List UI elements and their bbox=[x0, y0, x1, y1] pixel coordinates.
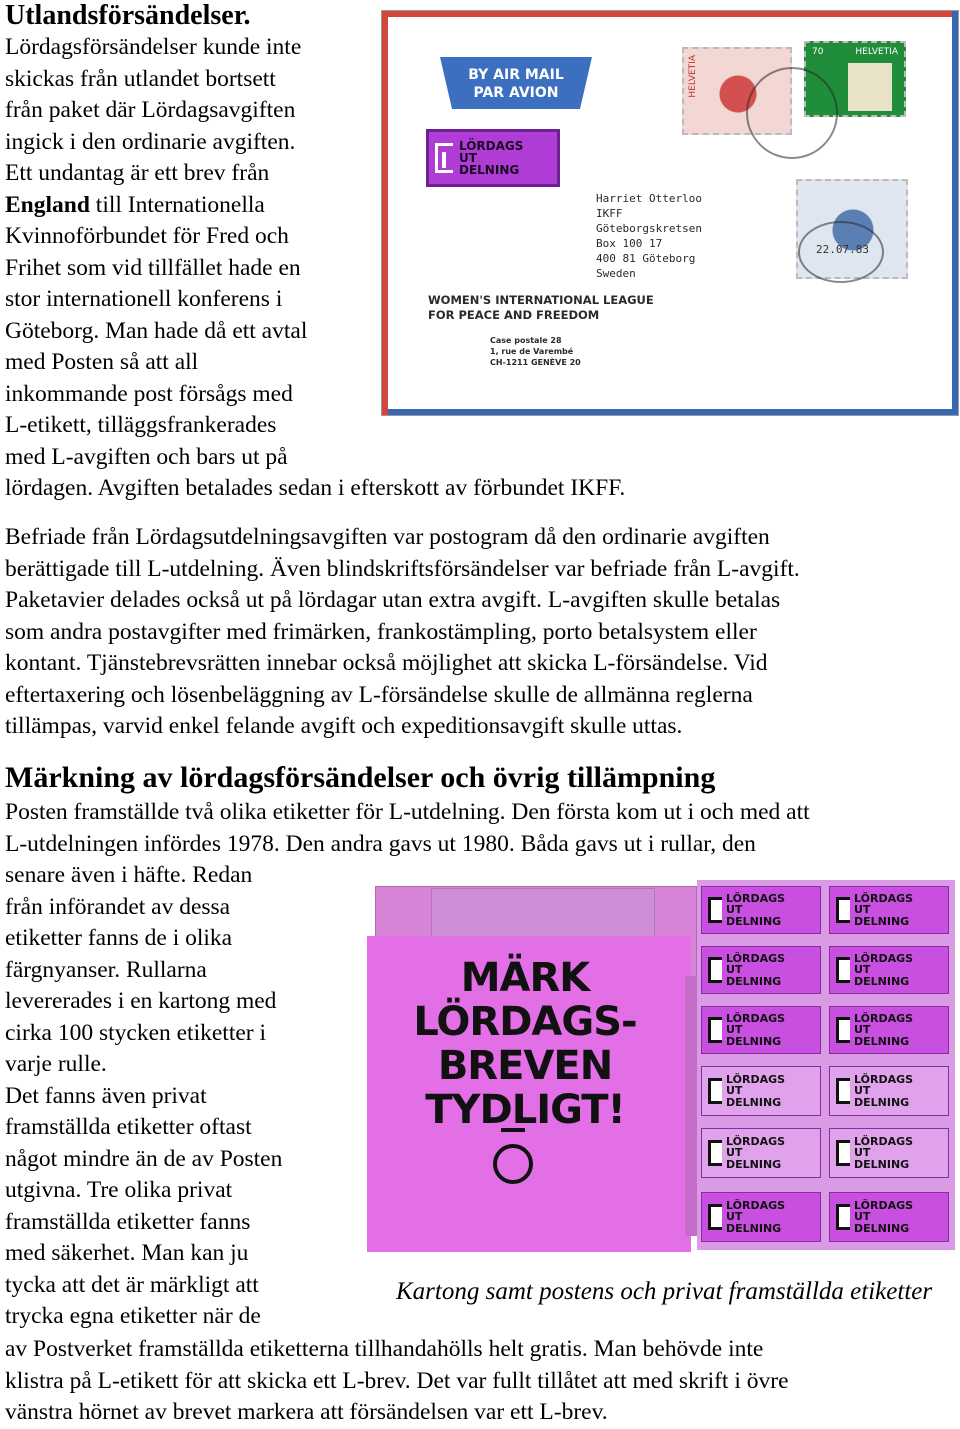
text-line: från införandet av dessa bbox=[5, 893, 231, 920]
text-line: inkommande post försågs med bbox=[5, 380, 293, 407]
text-line: Paketavier delades också ut på lördagar utan extra avgift. L-avgiften skulle betalas bbox=[5, 587, 781, 613]
airmail-line2: PAR AVION bbox=[473, 85, 559, 101]
text-line: berättigade till L-utdelning. Även blindskriftsförsändelser var befriade från L-avgift. bbox=[5, 555, 800, 582]
text-line: kontant. Tjänstebrevsrätten innebar också möjlighet att skicka L-försändelse. Vid bbox=[5, 650, 768, 676]
text-line: framställda etiketter oftast bbox=[5, 1114, 252, 1140]
text-line: Posten framställde två olika etiketter för L-utdelning. Den första kom ut i och med att bbox=[5, 799, 810, 825]
text-line: tycka att det är märkligt att bbox=[5, 1271, 259, 1298]
text-line: lördagen. Avgiften betalades sedan i efterskott av förbundet IKFF. bbox=[5, 475, 626, 501]
text-line: cirka 100 stycken etiketter i bbox=[5, 1019, 267, 1046]
section-heading-utlands: Utlandsförsändelser. bbox=[5, 0, 251, 31]
england-bold: England bbox=[5, 191, 90, 218]
postmark bbox=[746, 67, 838, 159]
text-line: etiketter fanns de i olika bbox=[5, 925, 233, 951]
paragraph-labels-wrapped bbox=[5, 860, 282, 1333]
crown-icon bbox=[501, 1128, 525, 1142]
text-line: Befriade från Lördagsutdelningsavgiften var postogram då den ordinarie avgiften bbox=[5, 524, 770, 550]
envelope-photo bbox=[381, 10, 959, 416]
text-line: Det fanns även privat bbox=[5, 1082, 207, 1109]
text-line: levererades i en kartong med bbox=[5, 988, 277, 1014]
text-line: L-utdelningen infördes 1978. Den andra gavs ut 1980. Båda gavs ut i rullar, den bbox=[5, 830, 756, 857]
text-line: eftertaxering och lösenbeläggning av L-försändelse skulle de allmänna reglerna bbox=[5, 681, 753, 708]
text-line: framställda etiketter fanns bbox=[5, 1208, 251, 1235]
text-line: Lördagsförsändelser kunde inte bbox=[5, 34, 302, 60]
text-line: stor internationell konferens i bbox=[5, 286, 283, 312]
paragraph-exemptions bbox=[5, 522, 800, 743]
stamp-value: 70 bbox=[812, 47, 824, 57]
airmail-label bbox=[440, 53, 592, 113]
section-heading-markning: Märkning av lördagsförsändelser och övrig tillämpning bbox=[5, 761, 716, 794]
posthorn-icon bbox=[493, 1144, 533, 1184]
text-line: med Posten så att all bbox=[5, 349, 199, 375]
text-line: L-etikett, tilläggsfrankerades bbox=[5, 412, 277, 438]
paragraph-labels-intro bbox=[5, 797, 810, 860]
text-line: av Postverket framställda etiketterna tillhandahölls helt gratis. Man behövde inte bbox=[5, 1336, 764, 1362]
sender-address: Case postale 28 1, rue de Varembé CH-1211 GENÈVE 20 bbox=[490, 336, 581, 367]
text-line: färgnyanser. Rullarna bbox=[5, 956, 207, 983]
label-box-photo: MÄRK LÖRDAGS- BREVEN TYDLIGT! LÖRDAGS UT DELNING LÖRDAGS UT DELNING LÖRDAGS UT DELNING LÖRDAGS UT DELNING LÖRDAGS UT DELNING LÖRDAGS UT DELNING LÖRDAGS UT DELNING LÖRDAGS UT DELNING LÖRDAGS UT DELNING LÖRDAGS UT DELNING LÖRDAGS UT DELNING LÖRDAGS UT DELNING bbox=[355, 866, 959, 1268]
text-line: med säkerhet. Man kan ju bbox=[5, 1240, 249, 1266]
recipient-address: Harriet Otterloo IKFF Göteborgskretsen Box 100 17 400 81 Göteborg Sweden bbox=[596, 192, 702, 280]
text-line: utgivna. Tre olika privat bbox=[5, 1177, 233, 1203]
text-line: skickas från utlandet bortsett bbox=[5, 65, 276, 92]
box-slogan: MÄRK LÖRDAGS- BREVEN TYDLIGT! bbox=[413, 955, 637, 1133]
airmail-line1: BY AIR MAIL bbox=[468, 67, 564, 83]
stamp-country: HELVETIA bbox=[688, 55, 698, 98]
postmark-date: 22.07.83 bbox=[798, 221, 884, 283]
text-line: vänstra hörnet av brevet markera att försändelsen var ett L-brev. bbox=[5, 1399, 608, 1425]
label-word: LÖRDAGS bbox=[459, 139, 524, 153]
text-line: något mindre än de av Posten bbox=[5, 1145, 283, 1172]
text-line: från paket där Lördagsavgiften bbox=[5, 97, 296, 123]
england-rest: till Internationella bbox=[89, 191, 265, 218]
text-line: Göteborg. Man hade då ett avtal bbox=[5, 317, 308, 344]
label-word: DELNING bbox=[459, 163, 520, 177]
text-line: trycka egna etiketter när de bbox=[5, 1303, 261, 1329]
photo-caption: Kartong samt postens och privat framställda etiketter bbox=[396, 1278, 933, 1305]
text-line: varje rulle. bbox=[5, 1051, 107, 1077]
text-line: klistra på L-etikett för att skicka ett L-brev. Det var fullt tillåtet att med skrift i övre bbox=[5, 1367, 789, 1394]
text-line: Frihet som vid tillfället hade en bbox=[5, 254, 301, 281]
sender-name: WOMEN'S INTERNATIONAL LEAGUE FOR PEACE AND FREEDOM bbox=[428, 293, 654, 322]
text-line: som andra postavgifter med frimärken, frankostämpling, porto betalsystem eller bbox=[5, 618, 757, 645]
text-line: Ett undantag är ett brev från bbox=[5, 160, 270, 186]
text-line: ingick i den ordinarie avgiften. bbox=[5, 128, 296, 155]
l-mark-icon bbox=[435, 143, 453, 173]
stamp-country: HELVETIA bbox=[855, 47, 898, 57]
text-line: Kvinnoförbundet för Fred och bbox=[5, 223, 289, 249]
text-line: tillämpas, varvid enkel felande avgift och expeditionsavgift skulle uttas. bbox=[5, 713, 683, 739]
text-line: senare även i häfte. Redan bbox=[5, 862, 253, 888]
paragraph-labels-tail bbox=[5, 1334, 789, 1429]
lordags-label bbox=[426, 129, 560, 187]
text-line: med L-avgiften och bars ut på bbox=[5, 443, 288, 470]
label-word: UT bbox=[459, 151, 477, 165]
